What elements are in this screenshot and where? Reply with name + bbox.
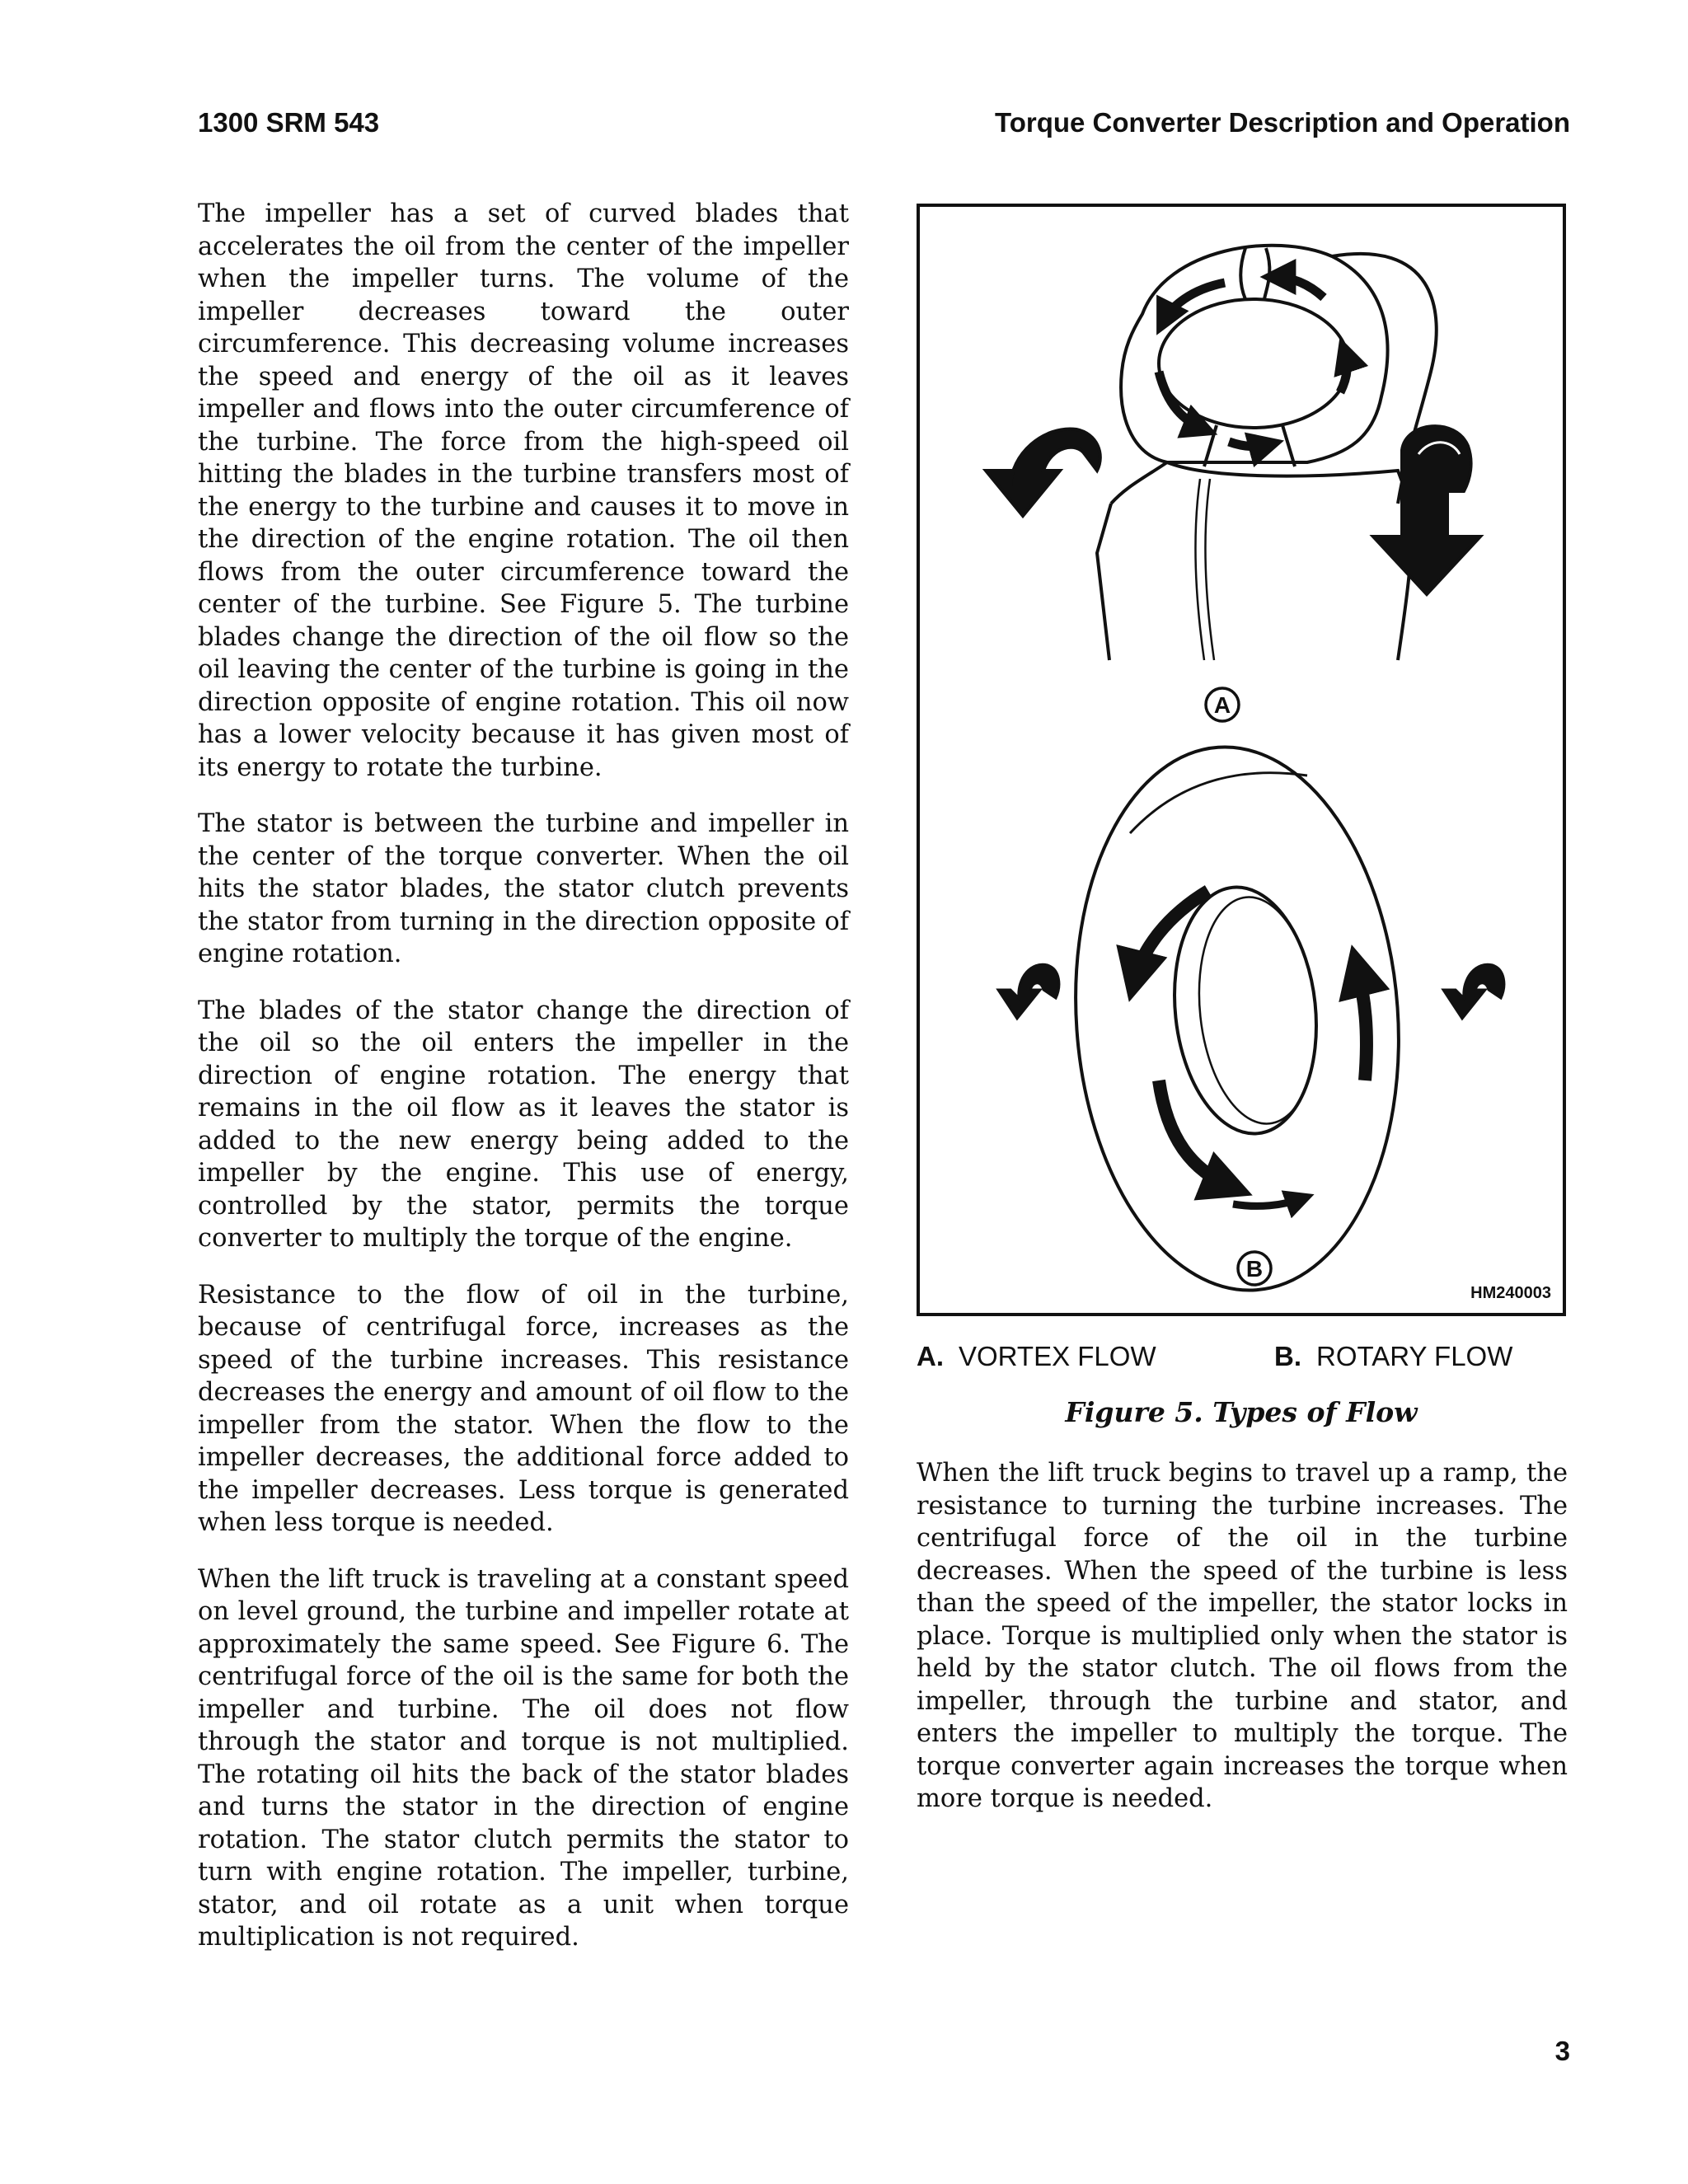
rotary-arrow-top-left — [1134, 891, 1208, 982]
rotation-arrows-b — [998, 964, 1504, 1019]
label-a-marker — [1206, 688, 1239, 721]
vortex-arrow-right — [1340, 351, 1347, 392]
vortex-arrow-top-left — [1163, 283, 1225, 322]
paragraph-stator-blades: The blades of the stator change the direction of the oil so the oil enters the impeller in the direction of engine rotation. The energy that remains in the oil flow as it leaves the stator is added to the new energy being added to the impeller by the engine. This use of energy, controlled by the stator, permits the torque converter to multiply the torque of the engine. — [198, 996, 849, 1253]
lower-body-line-2 — [1206, 479, 1214, 660]
right-small-rotation-arrow — [1443, 964, 1504, 1019]
torus-seam-bottom — [1204, 425, 1217, 466]
right-text-column — [917, 1457, 1568, 1840]
rotary-ring-depth-top — [1130, 773, 1307, 833]
lower-body-right-edge — [1167, 462, 1411, 660]
figure-5-types-of-flow — [917, 204, 1566, 1316]
legend-a-text: VORTEX FLOW — [959, 1341, 1156, 1371]
legend-b-key: B. — [1274, 1341, 1301, 1371]
vortex-arrow-bottom — [1229, 442, 1270, 447]
paragraph-stator: The stator is between the turbine and impeller in the center of the torque converter. When the oil hits the stator blades, the stator clutch prevents the stator from turning in the direction opposite of engine rotation. — [198, 809, 849, 968]
left-small-rotation-arrow — [998, 964, 1059, 1019]
torus-inner-oval — [1159, 299, 1348, 428]
header-document-number: 1300 SRM 543 — [198, 107, 380, 138]
rotary-arrow-right — [1357, 965, 1367, 1080]
paragraph-impeller: The impeller has a set of curved blades that accelerates the oil from the center of the impeller when the impeller turns. The volume of the impeller decreases toward the outer circumference. This decreasing volume increases the speed and energy of the oil as it leaves impeller and flows into the outer circumference of the turbine. The force from the high-speed oil hitting the blades in the turbine transfers most of the energy to the turbine and causes it to move in the direction of the engine rotation. The oil then flows from the outer circumference toward the center of the turbine. See Figure 5. The turbine blades change the direction of the oil flow so the oil leaving the center of the turbine is going in the direction opposite of engine rotation. This oil now has a lower velocity because it has given most of its energy to rotate the turbine. — [198, 199, 849, 782]
vortex-flow-diagram — [1097, 246, 1437, 660]
label-b-marker — [1238, 1252, 1271, 1285]
rotary-inner-hole — [1163, 880, 1328, 1141]
vortex-arrow-bottom-left — [1159, 372, 1204, 429]
rotary-arrow-bottom — [1233, 1198, 1303, 1206]
rotary-flow-arrows — [1134, 891, 1367, 1206]
right-rotation-arrow — [1373, 426, 1480, 594]
page-number: 3 — [1554, 2036, 1570, 2066]
legend-a — [917, 1341, 1156, 1372]
figure-caption: Figure 5. Types of Flow — [1065, 1396, 1418, 1428]
left-rotation-arrow — [986, 429, 1100, 516]
rotary-arrow-bottom-left — [1159, 1080, 1233, 1188]
torus-seam-top-2 — [1264, 248, 1269, 299]
label-a: A — [1213, 692, 1231, 718]
paragraph-resistance: Resistance to the flow of oil in the turbine, because of centrifugal force, increases as the speed of the turbine increases. This resistance decreases the energy and amount of oil flow to the impeller from the stator. When the flow to the impeller decreases, the additional force added to the impeller decreases. Less torque is generated when less torque is needed. — [198, 1280, 849, 1537]
header-section-title: Torque Converter Description and Operation — [995, 107, 1570, 138]
paragraph-constant-speed: When the lift truck is traveling at a constant speed on level ground, the turbine and impeller rotate at approximately the same speed. See Figure 6. The centrifugal force of the oil is the same for both the impeller and turbine. The oil does not flow through the stator and torque is not multiplied. The rotating oil hits the back of the stator blades and turns the stator in the direction of engine rotation. The stator clutch permits the stator to turn with engine rotation. The impeller, turbine, stator, and oil rotate as a unit when torque multiplication is not required. — [198, 1564, 849, 1952]
figure-id: HM240003 — [1470, 1284, 1551, 1302]
lower-body-line-1 — [1196, 479, 1204, 660]
torus-seam-top — [1240, 248, 1245, 299]
left-text-column — [198, 198, 849, 1978]
paragraph-ramp: When the lift truck begins to travel up a ramp, the resistance to turning the turbine increases. The centrifugal force of the oil in the turbine decreases. When the speed of the turbine is less than the speed of the impeller, the stator locks in place. Torque is multiplied only when the stator is held by the stator clutch. The oil flows from the impeller, through the turbine and stator, and enters the impeller to multiply the torque. The torque converter again increases the torque when more torque is needed. — [917, 1459, 1568, 1813]
torus-seam-bottom-2 — [1282, 425, 1295, 466]
lower-body-left-edge — [1097, 504, 1111, 660]
legend-a-key: A. — [917, 1341, 944, 1371]
vortex-arrow-top-right — [1274, 277, 1324, 298]
flow-illustration — [920, 207, 1563, 1313]
label-b: B — [1245, 1256, 1264, 1282]
vortex-flow-arrows — [1159, 277, 1347, 447]
legend-b — [1274, 1341, 1512, 1372]
lower-body-left — [1111, 462, 1167, 504]
legend-b-text: ROTARY FLOW — [1316, 1341, 1513, 1371]
rotation-arrows-a — [986, 426, 1480, 594]
rotary-inner-hole-depth — [1189, 891, 1327, 1129]
